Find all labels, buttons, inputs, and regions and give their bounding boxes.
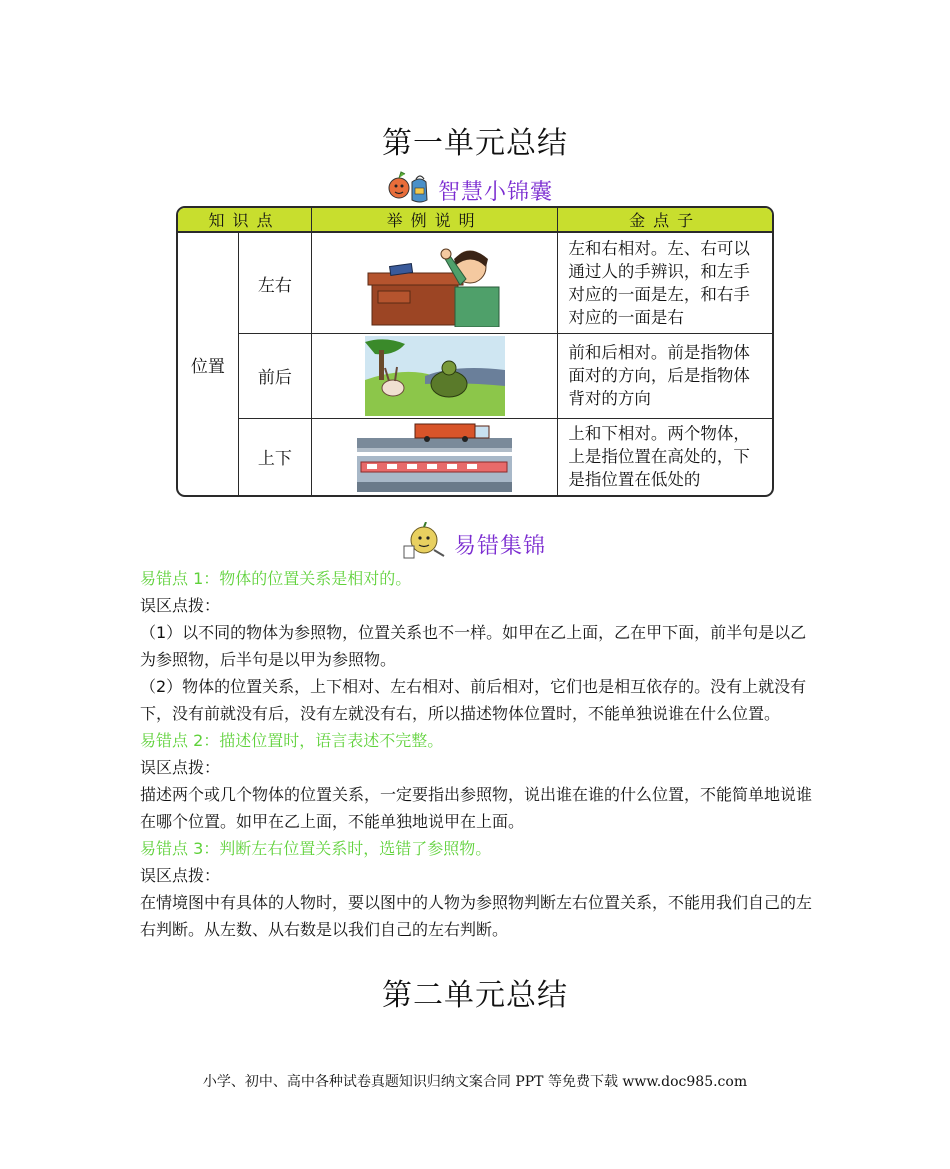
hint-label: 误区点拨：	[140, 758, 221, 777]
mistakes-title: 易错集锦	[454, 533, 547, 559]
hint-paragraph: （1）以不同的物体为参照物，位置关系也不一样。如甲在乙上面，乙在甲下面，前半句是以乙为参照物，后半句是以甲为参照物。	[140, 623, 807, 669]
header-knowledge-point: 知识点	[178, 208, 311, 233]
error-point-2: 易错点 2：描述位置时，语言表述不完整。	[140, 731, 444, 750]
front-back-illustration	[311, 333, 557, 418]
tip-cell: 前和后相对。前是指物体面对的方向，后是指物体背对的方向	[557, 333, 772, 418]
concept-cell: 上下	[238, 418, 311, 495]
mistakes-section-heading	[402, 522, 546, 566]
apple-mascot-icon	[402, 522, 446, 566]
footer-text: 小学、初中、高中各种试卷真题知识归纳文案合同 PPT 等免费下载 www.doc985.com	[202, 1074, 748, 1090]
table-row	[178, 333, 772, 418]
hint-label: 误区点拨：	[140, 596, 221, 615]
mistakes-content	[140, 565, 815, 943]
error-point-3: 易错点 3：判断左右位置关系时，选错了参照物。	[140, 839, 492, 858]
hint-label: 误区点拨：	[140, 866, 221, 885]
left-right-illustration	[311, 233, 557, 333]
unit2-title: 第二单元总结	[382, 978, 568, 1013]
tip-cell: 上和下相对。两个物体，上是指位置在高处的，下是指位置在低处的	[557, 418, 772, 495]
table-row	[178, 418, 772, 495]
knowledge-table	[176, 206, 774, 497]
header-golden-tip: 金点子	[557, 208, 772, 233]
error-point-1: 易错点 1：物体的位置关系是相对的。	[140, 569, 412, 588]
category-cell: 位置	[190, 356, 225, 377]
table-row	[178, 233, 772, 333]
unit1-title: 第一单元总结	[382, 126, 568, 161]
up-down-illustration	[311, 418, 557, 495]
hint-paragraph: 在情境图中有具体的人物时，要以图中的人物为参照物判断左右位置关系，不能用我们自己的左右判断。从左数、从右数是以我们自己的左右判断。	[140, 893, 813, 939]
header-example: 举例说明	[311, 208, 557, 233]
concept-cell: 前后	[238, 333, 311, 418]
concept-cell: 左右	[238, 233, 311, 333]
hint-paragraph: 描述两个或几个物体的位置关系，一定要指出参照物，说出谁在谁的什么位置，不能简单地说谁在哪个位置。如甲在乙上面，不能单独地说甲在上面。	[140, 785, 813, 831]
hint-paragraph: （2）物体的位置关系，上下相对、左右相对、前后相对，它们也是相互依存的。没有上就没有下，没有前就没有后，没有左就没有右，所以描述物体位置时，不能单独说谁在什么位置。	[140, 677, 807, 723]
tip-cell: 左和右相对。左、右可以通过人的手辨识，和左手对应的一面是左，和右手对应的一面是右	[557, 233, 772, 333]
wisdom-title: 智慧小锦囊	[438, 179, 554, 205]
